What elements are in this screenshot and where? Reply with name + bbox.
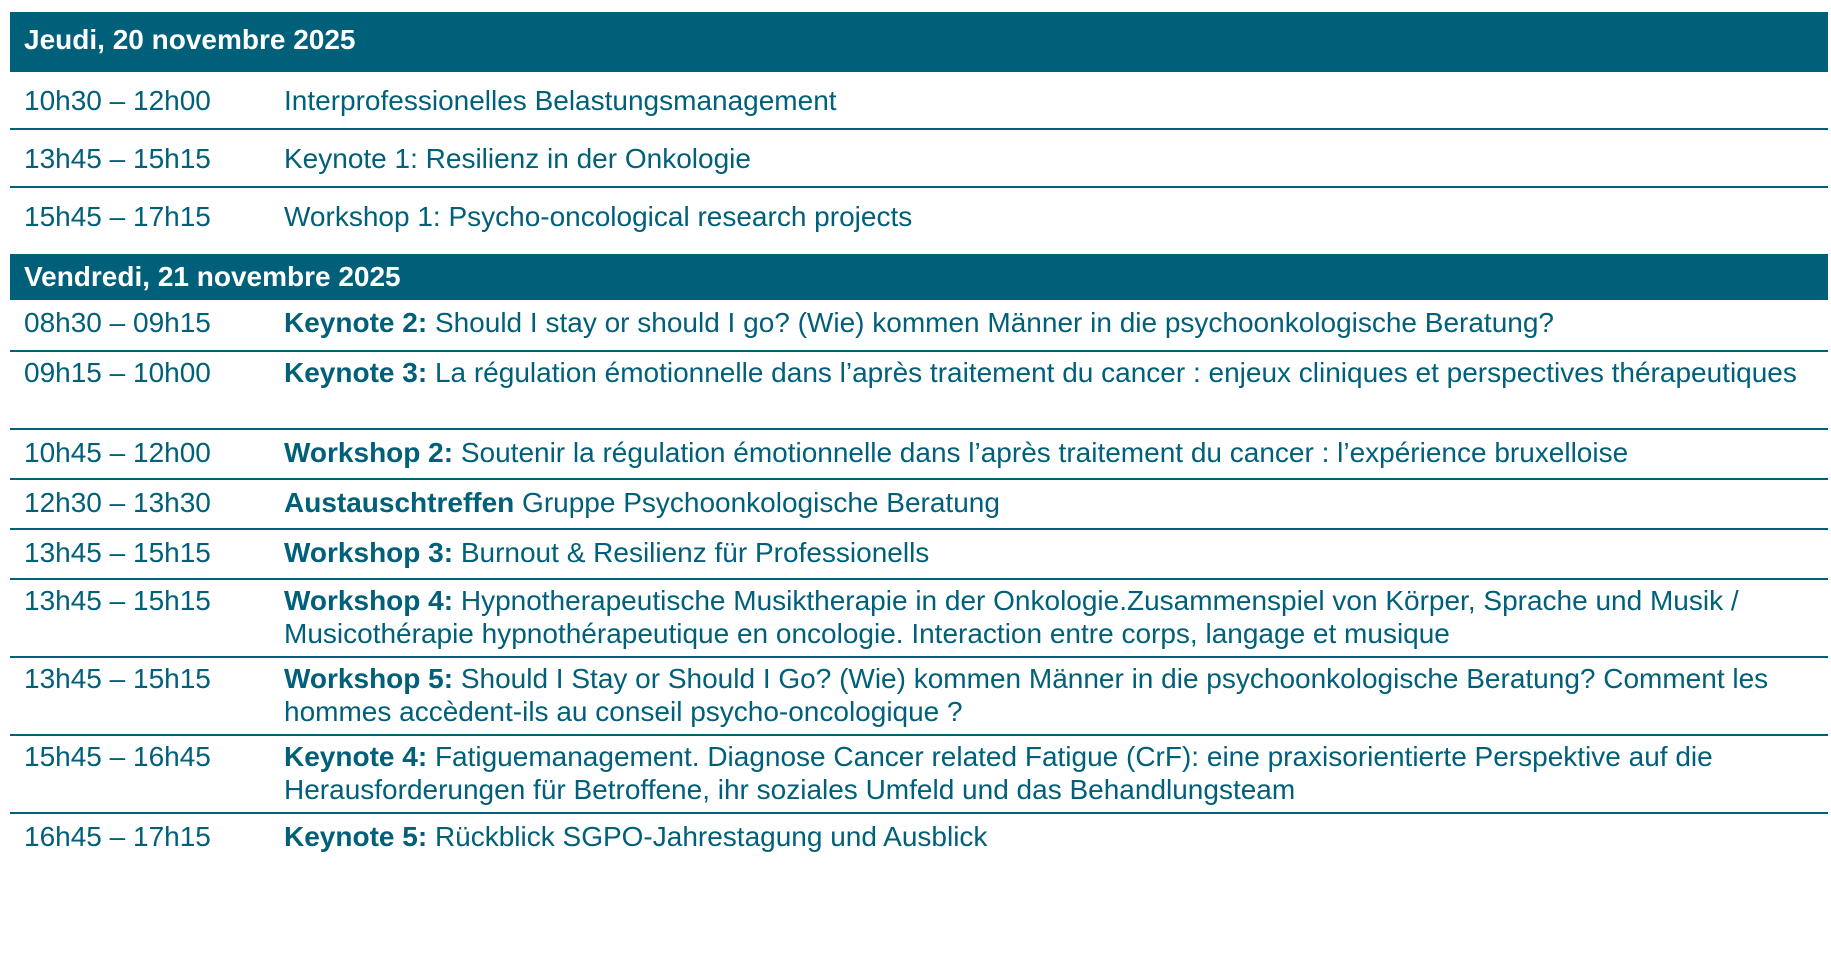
session-row (10, 300, 1828, 352)
session-title (284, 356, 1828, 428)
session-time: 10h45 – 12h00 (24, 437, 211, 468)
session-label: Keynote 2: (284, 307, 428, 338)
session-text: Keynote 1: Resilienz in der Onkologie (284, 143, 751, 174)
session-time: 08h30 – 09h15 (24, 307, 211, 338)
session-time: 13h45 – 15h15 (24, 663, 211, 694)
session-title (284, 534, 1828, 578)
session-time: 15h45 – 16h45 (24, 741, 211, 772)
session-time: 13h45 – 15h15 (24, 143, 211, 174)
session-label: Workshop 2: (284, 437, 454, 468)
session-row (10, 530, 1828, 580)
session-label: Keynote 3: (284, 357, 428, 388)
session-row (10, 130, 1828, 188)
session-text: Workshop 1: Psycho-oncological research projects (284, 201, 913, 232)
session-time: 15h45 – 17h15 (24, 201, 211, 232)
session-time: 10h30 – 12h00 (24, 85, 211, 116)
session-row (10, 658, 1828, 736)
session-text: Gruppe Psychoonkologische Beratung (522, 487, 1000, 518)
session-label: Workshop 5: (284, 663, 454, 694)
session-time: 12h30 – 13h30 (24, 487, 211, 518)
program-schedule (10, 12, 1828, 864)
session-label: Keynote 5: (284, 821, 428, 852)
session-row (10, 480, 1828, 530)
session-time: 16h45 – 17h15 (24, 821, 211, 852)
session-time: 13h45 – 15h15 (24, 585, 211, 616)
session-title (284, 140, 1828, 186)
session-title (284, 82, 1828, 128)
session-time: 09h15 – 10h00 (24, 357, 211, 388)
session-text: Soutenir la régulation émotionnelle dans l’après traitement du cancer : l’expérience bruxelloise (460, 437, 1629, 468)
session-title (284, 484, 1828, 528)
session-text: Burnout & Resilienz für Professionells (460, 537, 930, 568)
session-label: Workshop 4: (284, 585, 454, 616)
session-text: Should I stay or should I go? (Wie) kommen Männer in die psychoonkologische Beratung? (434, 307, 1554, 338)
session-title (284, 198, 1828, 246)
session-text: Hypnotherapeutische Musiktherapie in der Onkologie.Zusammenspiel von Körper, Sprache und Musik / Musicothérapie hypnothérapeutique en oncologie. Interaction entre corps, langage et musique (284, 585, 1739, 649)
session-title (284, 584, 1828, 656)
session-time: 13h45 – 15h15 (24, 537, 211, 568)
day-header-friday: Vendredi, 21 novembre 2025 (10, 254, 1828, 300)
session-row (10, 736, 1828, 814)
session-row (10, 430, 1828, 480)
session-row (10, 72, 1828, 130)
session-text: Rückblick SGPO-Jahrestagung und Ausblick (434, 821, 988, 852)
day-header-thursday: Jeudi, 20 novembre 2025 (10, 12, 1828, 72)
session-title (284, 740, 1828, 812)
session-label: Keynote 4: (284, 741, 428, 772)
session-row (10, 352, 1828, 430)
session-text: Fatiguemanagement. Diagnose Cancer related Fatigue (CrF): eine praxisorientierte Perspektive auf die Herausforderungen für Betroffene, ihr soziales Umfeld und das Behandlungsteam (284, 741, 1713, 805)
session-label: Austauschtreffen (284, 487, 515, 518)
session-row (10, 580, 1828, 658)
session-row (10, 814, 1828, 864)
session-text: La régulation émotionnelle dans l’après traitement du cancer : enjeux cliniques et perspectives thérapeutiques (434, 357, 1797, 388)
session-title (284, 304, 1828, 350)
session-label: Workshop 3: (284, 537, 454, 568)
session-text: Interprofessionelles Belastungsmanagement (284, 85, 837, 116)
session-title (284, 818, 1828, 864)
session-title (284, 662, 1828, 734)
session-title (284, 434, 1828, 478)
session-row (10, 188, 1828, 246)
session-text: Should I Stay or Should I Go? (Wie) kommen Männer in die psychoonkologische Beratung? Comment les hommes accèdent-ils au conseil psycho-oncologique ? (284, 663, 1769, 727)
day-spacer (10, 246, 1828, 254)
